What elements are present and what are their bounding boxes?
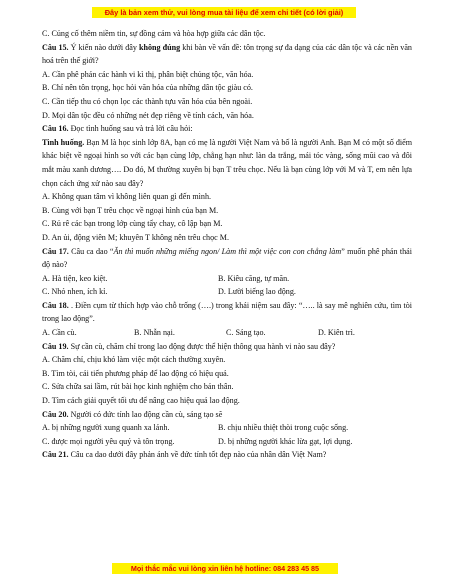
option: D. An ủi, động viên M; khuyên T không nên trêu chọc M.	[42, 232, 229, 242]
option-row	[42, 272, 412, 286]
document-content	[42, 27, 412, 462]
option: C. Nhỏ nhen, ích kỉ.	[42, 287, 108, 297]
option: D. bị những người khác lừa gạt, lợi dụng.	[218, 436, 353, 446]
question-label: Câu 17.	[42, 246, 69, 256]
question-17: Câu 17. Câu ca dao “Ăn thì muốn những miếng ngon/ Làm thì một việc con con chẳng làm” muốn phê phán thái độ nào?	[42, 246, 412, 270]
option: B. Chỉ nên tôn trọng, học hỏi văn hóa của những dân tộc giàu có.	[42, 83, 253, 93]
option: B. Nhẫn nại.	[134, 328, 175, 338]
option: A. Chăm chỉ, chịu khó làm việc một cách thường xuyên.	[42, 355, 226, 365]
situation-label: Tình huống.	[42, 137, 85, 147]
option: B. Tìm tòi, cải tiến phương pháp để lao động có hiệu quả.	[42, 368, 229, 378]
question-label: Câu 20.	[42, 409, 69, 419]
option: C. Rủ rê các bạn trong lớp cùng tẩy chay, cô lập bạn M.	[42, 219, 223, 229]
preview-banner: Đây là bản xem thử, vui lòng mua tài liệu để xem chi tiết (có lời giải)	[92, 7, 356, 18]
question-label: Câu 15.	[42, 42, 69, 52]
question-label: Câu 19.	[42, 341, 69, 351]
option-row	[42, 421, 412, 435]
option: B. chịu nhiều thiệt thòi trong cuộc sống.	[218, 423, 349, 433]
option: A. Cần cù.	[42, 328, 77, 338]
option: D. Mọi dân tộc đều có những nét đẹp riêng về tính cách, văn hóa.	[42, 110, 254, 120]
option: C. Sửa chữa sai lầm, rút bài học kinh nghiệm cho bản thân.	[42, 382, 234, 392]
option-row	[42, 435, 412, 449]
option: A. Hà tiện, keo kiệt.	[42, 273, 108, 283]
option: C. Sáng tạo.	[226, 328, 266, 338]
option: D. Tìm cách giải quyết tối ưu để nâng cao hiệu quả lao động.	[42, 396, 240, 406]
option: C. Cần tiếp thu có chọn lọc các thành tựu văn hóa của bên ngoài.	[42, 96, 253, 106]
question-18: Câu 18. . Điền cụm từ thích hợp vào chỗ trống (….) trong khái niệm sau đây: “….. là say mê nghiên cứu, tìm tòi trong lao động”.	[42, 300, 412, 324]
option: A. Không quan tâm vì không liên quan gì đến mình.	[42, 192, 212, 202]
option-row	[42, 326, 412, 340]
lead-line: C. Củng cố thêm niềm tin, sự đồng cảm và hòa hợp giữa các dân tộc.	[42, 29, 266, 38]
hotline-footer: Mọi thắc mắc vui lòng xin liên hệ hotline: 084 283 45 85	[112, 563, 338, 574]
question-21: Câu 21. Câu ca dao dưới đây phản ánh về đức tính tốt đẹp nào của nhân dân Việt Nam?	[42, 450, 327, 460]
option: C. được mọi người yêu quý và tôn trọng.	[42, 436, 175, 446]
situation-paragraph: Tình huống. Bạn M là học sinh lớp 8A, bạn có mẹ là người Việt Nam và bố là người Anh. Bạn M có một số điểm khác biệt về ngoại hình so với các bạn cùng lớp, chẳng hạn như: làn da trắng, mái tóc vàng, sống mũi cao và đôi mắt màu xanh dương…. Do đó, M thường xuyên bị bạn T trêu chọc. Nếu là bạn cùng lớp với M và T, em nên lựa chọn cách ứng xử nào sau đây?	[42, 137, 413, 188]
option-row	[42, 285, 412, 299]
question-label: Câu 21.	[42, 450, 69, 460]
option: B. Kiêu căng, tự mãn.	[218, 273, 290, 283]
question-16: Câu 16. Đọc tình huống sau và trả lời câu hỏi:	[42, 124, 193, 134]
folk-quote: Ăn thì muốn những miếng ngon/ Làm thì một việc con con chẳng làm	[113, 246, 342, 256]
option: B. Cùng với bạn T trêu chọc về ngoại hình của bạn M.	[42, 205, 219, 215]
question-19: Câu 19. Sự cần cù, chăm chỉ trong lao động được thể hiện thông qua hành vi nào sau đây?	[42, 341, 336, 351]
option: D. Lười biếng lao động.	[218, 287, 296, 297]
negation-emphasis: không đúng	[138, 42, 181, 52]
option: A. Cần phê phán các hành vi kì thị, phân biệt chủng tộc, văn hóa.	[42, 69, 254, 79]
question-label: Câu 18.	[42, 300, 69, 310]
question-15: Câu 15. Ý kiến nào dưới đây không đúng khi bàn về vấn đề: tôn trọng sự đa dạng của các dân tộc và các nền văn hoá trên thế giới?	[42, 42, 412, 66]
option: D. Kiên trì.	[318, 328, 355, 338]
question-20: Câu 20. Người có đức tính lao động cần cù, sáng tạo sẽ	[42, 409, 223, 419]
question-label: Câu 16.	[42, 124, 69, 134]
option: A. bị những người xung quanh xa lánh.	[42, 423, 170, 433]
